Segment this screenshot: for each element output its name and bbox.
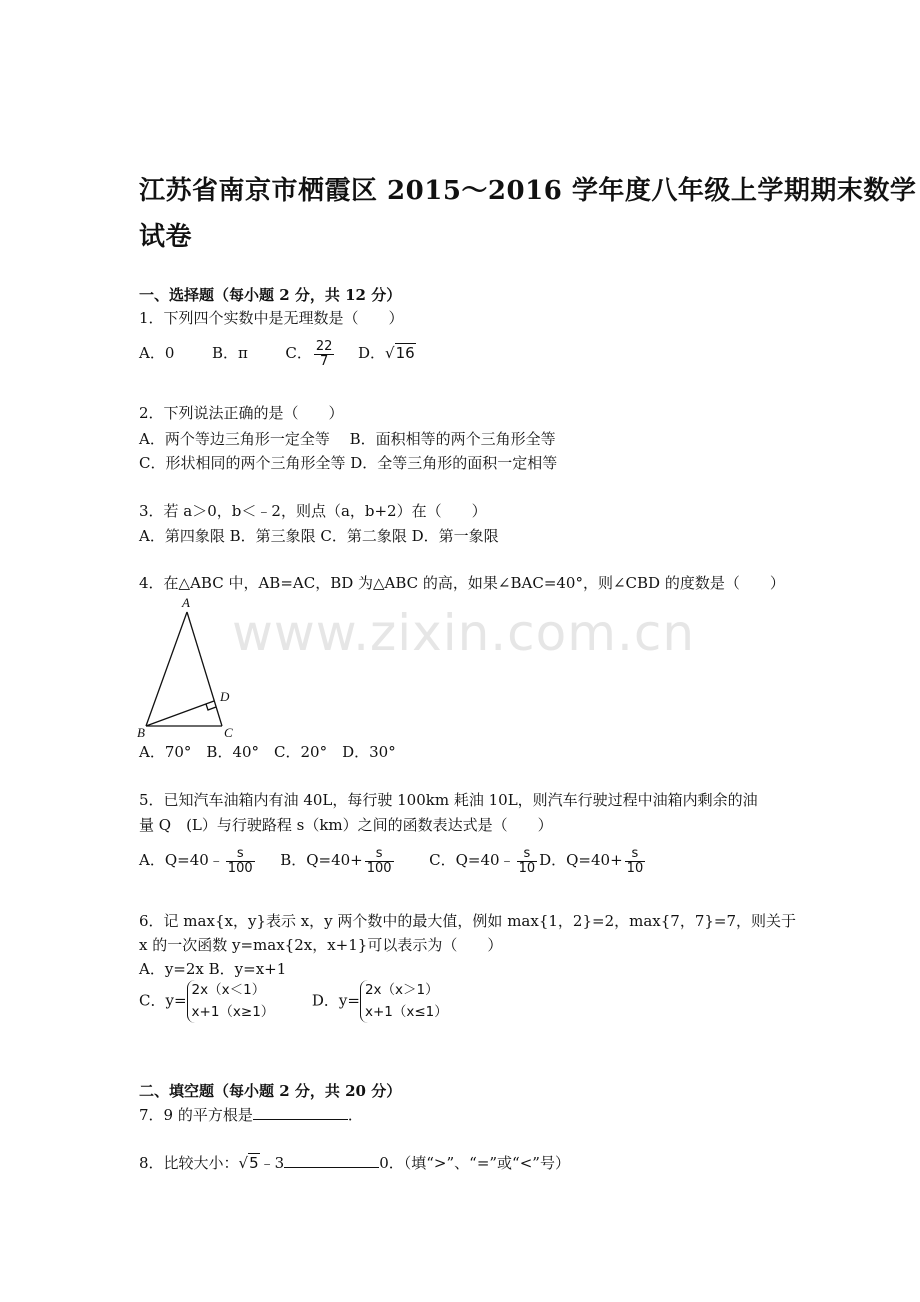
question-2-options-ab: A．两个等边三角形一定全等 B．面积相等的两个三角形全等 xyxy=(139,430,556,448)
q5-option-a-fraction xyxy=(226,847,255,875)
piecewise-row-1: 2x（x＜1） xyxy=(191,982,266,998)
document-title-line2: 试卷 xyxy=(139,222,193,252)
q1-option-c-fraction xyxy=(314,340,335,368)
section-heading-fill-in: 二、填空题（每小题 2 分，共 20 分） xyxy=(139,1082,402,1100)
q8-after-sqrt: ﹣3 xyxy=(259,1154,285,1172)
q5-option-c-fraction xyxy=(517,847,538,875)
q1-option-a: A．0 xyxy=(139,344,175,362)
label-b: B xyxy=(137,725,145,740)
q8-sqrt: √5 xyxy=(238,1154,259,1172)
question-5-stem-line2: 量 Q (L）与行驶路程 s（km）之间的函数表达式是（ ） xyxy=(139,816,553,834)
question-6-stem-line2: x 的一次函数 y=max{2x，x+1}可以表示为（ ） xyxy=(139,936,503,954)
watermark: www.zixin.com.cn xyxy=(232,604,696,662)
fraction-numerator: s xyxy=(226,847,255,862)
right-angle-mark xyxy=(206,704,216,710)
q5-option-d-fraction xyxy=(625,847,646,875)
q5-option-b-label: B．Q=40+ xyxy=(280,851,363,869)
question-4-options: A．70° B．40° C．20° D．30° xyxy=(139,743,396,761)
q6-option-c-label: C．y= xyxy=(139,991,187,1010)
piecewise-row-2: x+1（x≥1） xyxy=(191,1003,275,1020)
fraction-numerator: s xyxy=(625,847,646,862)
question-5-stem-line1: 5．已知汽车油箱内有油 40L，每行驶 100km 耗油 10L，则汽车行驶过程中油箱内剩余的油 xyxy=(139,791,758,809)
question-6-options-cd xyxy=(139,980,448,1023)
q6-option-c-piecewise xyxy=(187,980,275,1023)
fraction-numerator: 22 xyxy=(315,338,333,354)
q1-option-d-sqrt: √16 xyxy=(385,344,415,362)
triangle-figure xyxy=(135,594,245,740)
label-c: C xyxy=(224,725,233,740)
fraction-denominator: 100 xyxy=(366,860,392,876)
question-2-stem: 2．下列说法正确的是（ ） xyxy=(139,404,344,422)
question-3-options: A．第四象限 B．第三象限 C．第二象限 D．第一象限 xyxy=(139,527,499,545)
altitude-bd xyxy=(146,701,214,726)
question-6-options-ab: A．y=2x B．y=x+1 xyxy=(139,960,287,978)
question-8 xyxy=(139,1152,570,1173)
q6-option-d-piecewise xyxy=(360,980,448,1023)
q7-prefix: 7．9 的平方根是 xyxy=(139,1106,253,1124)
piecewise-row-2: x+1（x≤1） xyxy=(364,1003,448,1020)
question-1-stem: 1．下列四个实数中是无理数是（ ） xyxy=(139,309,404,327)
q1-option-b: B．π xyxy=(211,344,248,362)
q6-option-d-label: D．y= xyxy=(311,991,360,1010)
q5-option-b-fraction xyxy=(365,847,394,875)
radicand: 16 xyxy=(395,344,415,362)
document-title-line1: 江苏省南京市栖霞区 2015～2016 学年度八年级上学期期末数学 xyxy=(139,176,917,206)
question-2-options-cd: C．形状相同的两个三角形全等 D．全等三角形的面积一定相等 xyxy=(139,454,558,472)
side-ab xyxy=(146,612,187,726)
q5-option-d-label: D．Q=40+ xyxy=(539,851,623,869)
fraction-numerator: s xyxy=(365,847,394,862)
q8-prefix: 8．比较大小： xyxy=(139,1154,239,1172)
q8-suffix: 0．（填“>”、“=”或“<”号） xyxy=(379,1154,570,1172)
question-4-stem: 4．在△ABC 中，AB=AC，BD 为△ABC 的高，如果∠BAC=40°，则∠CBD 的度数是（ ） xyxy=(139,574,785,592)
question-1-options xyxy=(139,336,416,370)
radicand: 5 xyxy=(249,1154,259,1172)
section-heading-multiple-choice: 一、选择题（每小题 2 分，共 12 分） xyxy=(139,286,402,304)
question-7 xyxy=(139,1104,363,1125)
fraction-denominator: 7 xyxy=(320,353,329,369)
q5-option-a-label: A．Q=40﹣ xyxy=(139,851,224,869)
question-3-stem: 3．若 a＞0，b＜﹣2，则点（a，b+2）在（ ） xyxy=(139,502,487,520)
q7-answer-blank[interactable] xyxy=(253,1105,348,1120)
question-5-options xyxy=(139,842,647,878)
fraction-denominator: 100 xyxy=(227,860,253,876)
label-d: D xyxy=(220,689,230,704)
q1-option-d-label: D． xyxy=(358,344,386,362)
fraction-denominator: 10 xyxy=(626,860,644,876)
q5-option-c-label: C．Q=40﹣ xyxy=(429,851,515,869)
question-6-stem-line1: 6．记 max{x，y}表示 x，y 两个数中的最大值，例如 max{1，2}=2，max{7，7}=7，则关于 xyxy=(139,912,797,930)
fraction-numerator: s xyxy=(517,847,538,862)
fraction-denominator: 10 xyxy=(518,860,536,876)
q8-answer-blank[interactable] xyxy=(284,1153,379,1168)
q1-option-c-label: C． xyxy=(285,344,312,362)
piecewise-row-1: 2x（x＞1） xyxy=(364,982,439,998)
q7-suffix: ． xyxy=(347,1106,363,1124)
label-a: A xyxy=(182,595,190,610)
